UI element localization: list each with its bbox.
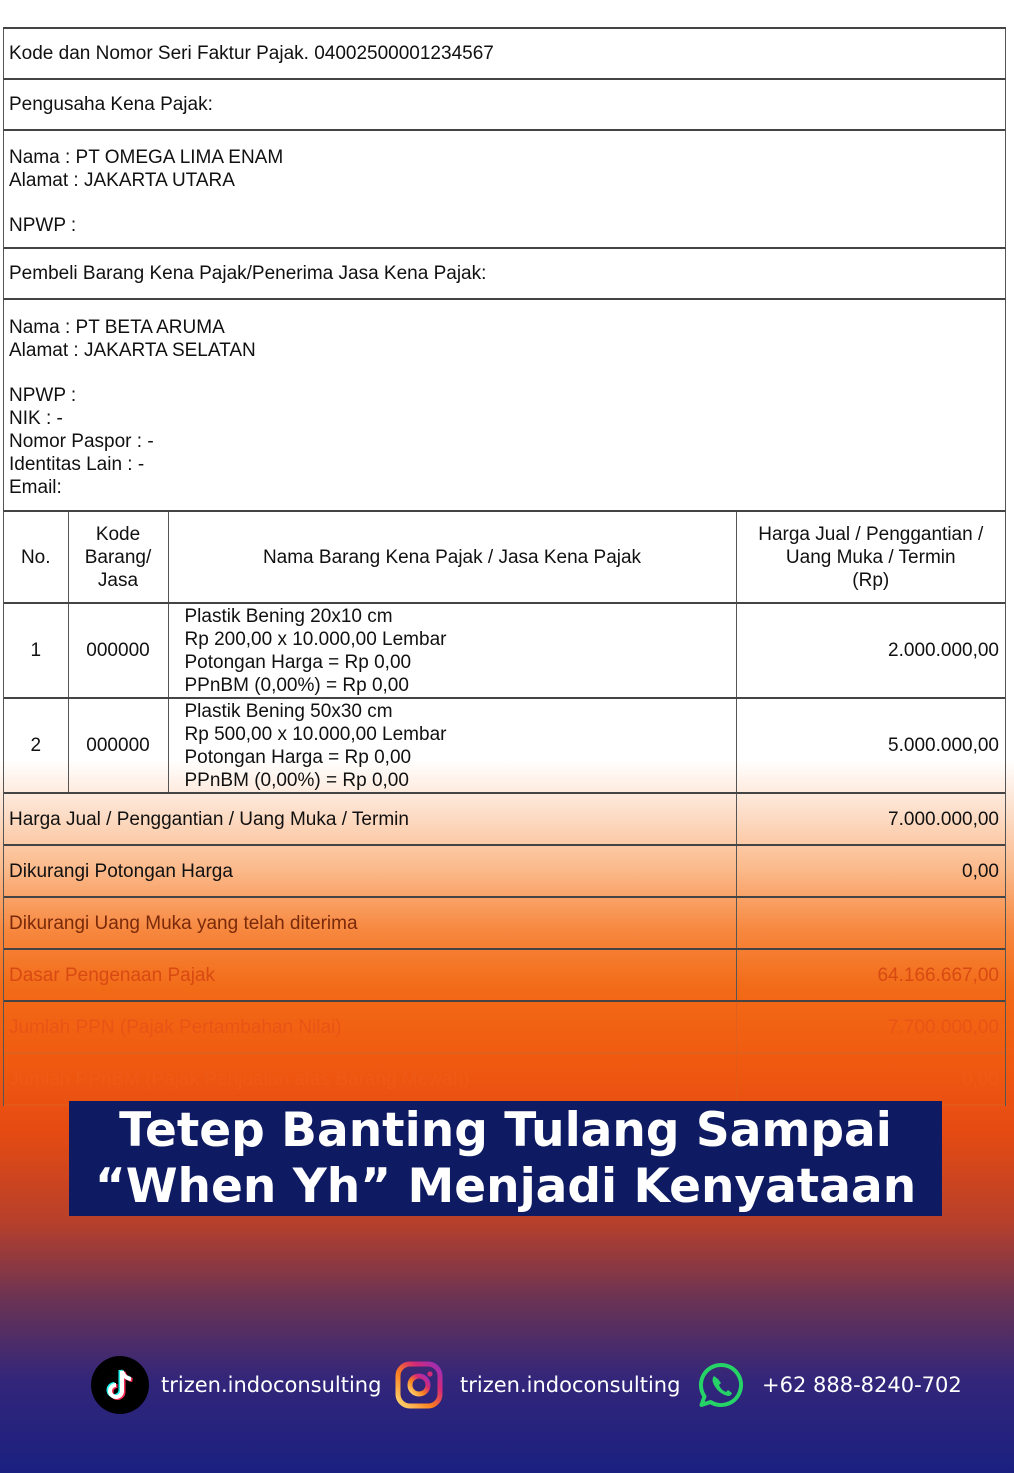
- summary-value: 7.000.000,00: [736, 793, 1005, 845]
- summary-value: [736, 897, 1005, 949]
- headline-line-2: “When Yh” Menjadi Kenyataan: [94, 1158, 917, 1214]
- summary-label: Jumlah PPN (Pajak Pertambahan Nilai): [4, 1001, 736, 1053]
- summary-value: 0,00: [736, 1053, 1005, 1105]
- buyer-details: [3, 300, 1006, 512]
- instagram-handle[interactable]: [390, 1356, 680, 1414]
- seller-details: [3, 131, 1006, 249]
- row-price: 2.000.000,00: [736, 603, 1005, 698]
- summary-row: [4, 793, 1005, 845]
- table-row: [4, 698, 1005, 793]
- table-row: [4, 603, 1005, 698]
- summary-label: Jumlah PPnBM (Pajak Penjualan atas Barang Mewah): [4, 1053, 736, 1105]
- buyer-heading-row: [3, 249, 1006, 300]
- tiktok-icon: [91, 1356, 149, 1414]
- buyer-address: Alamat : JAKARTA SELATAN: [9, 340, 256, 361]
- tiktok-handle[interactable]: [91, 1356, 381, 1414]
- seller-name: Nama : PT OMEGA LIMA ENAM: [9, 147, 284, 168]
- headline-line-1: Tetep Banting Tulang Sampai: [119, 1102, 892, 1158]
- header-code: Kode Barang/ Jasa: [68, 512, 168, 603]
- table-header-row: [4, 512, 1005, 603]
- buyer-npwp: NPWP :: [9, 385, 77, 406]
- invoice-number-row: [3, 29, 1006, 80]
- summary-value: 64.166.667,00: [736, 949, 1005, 1001]
- summary-row: [4, 1053, 1005, 1105]
- summary-label: Dikurangi Uang Muka yang telah diterima: [4, 897, 736, 949]
- summary-value: 0,00: [736, 845, 1005, 897]
- row-description: Plastik Bening 20x10 cm Rp 200,00 x 10.000,00 Lembar Potongan Harga = Rp 0,00 PPnBM (0,00%) = Rp 0,00: [168, 603, 736, 698]
- seller-npwp: NPWP :: [9, 215, 77, 236]
- whatsapp-contact[interactable]: [692, 1356, 962, 1414]
- instagram-icon: [390, 1356, 448, 1414]
- row-description: Plastik Bening 50x30 cm Rp 500,00 x 10.000,00 Lembar Potongan Harga = Rp 0,00 PPnBM (0,00%) = Rp 0,00: [168, 698, 736, 793]
- seller-heading-row: [3, 80, 1006, 131]
- whatsapp-label: +62 888-8240-702: [762, 1373, 962, 1397]
- row-no: 2: [4, 698, 68, 793]
- header-no: No.: [4, 512, 68, 603]
- summary-label: Dikurangi Potongan Harga: [4, 845, 736, 897]
- summary-value: 7.700.000,00: [736, 1001, 1005, 1053]
- row-code: 000000: [68, 698, 168, 793]
- buyer-other-id: Identitas Lain : -: [9, 454, 145, 475]
- row-price: 5.000.000,00: [736, 698, 1005, 793]
- seller-heading: Pengusaha Kena Pajak:: [9, 94, 213, 115]
- buyer-name: Nama : PT BETA ARUMA: [9, 317, 225, 338]
- summary-row: [4, 1001, 1005, 1053]
- summary-row: [4, 949, 1005, 1001]
- seller-address: Alamat : JAKARTA UTARA: [9, 170, 235, 191]
- buyer-passport: Nomor Paspor : -: [9, 431, 154, 452]
- tax-invoice: [3, 27, 1006, 1106]
- buyer-nik: NIK : -: [9, 408, 63, 429]
- headline-banner: [69, 1101, 942, 1216]
- tiktok-label: trizen.indoconsulting: [161, 1373, 382, 1397]
- instagram-label: trizen.indoconsulting: [460, 1373, 681, 1397]
- items-table-wrap: [3, 512, 1006, 1106]
- invoice-number: Kode dan Nomor Seri Faktur Pajak. 04002500001234567: [9, 43, 494, 64]
- summary-row: [4, 845, 1005, 897]
- header-item-name: Nama Barang Kena Pajak / Jasa Kena Pajak: [168, 512, 736, 603]
- summary-row: [4, 897, 1005, 949]
- summary-label: Dasar Pengenaan Pajak: [4, 949, 736, 1001]
- row-no: 1: [4, 603, 68, 698]
- summary-label: Harga Jual / Penggantian / Uang Muka / Termin: [4, 793, 736, 845]
- whatsapp-icon: [692, 1356, 750, 1414]
- row-code: 000000: [68, 603, 168, 698]
- buyer-email: Email:: [9, 477, 62, 498]
- items-table: [4, 512, 1005, 1106]
- buyer-heading: Pembeli Barang Kena Pajak/Penerima Jasa Kena Pajak:: [9, 263, 487, 284]
- header-price: Harga Jual / Penggantian / Uang Muka / Termin (Rp): [736, 512, 1005, 603]
